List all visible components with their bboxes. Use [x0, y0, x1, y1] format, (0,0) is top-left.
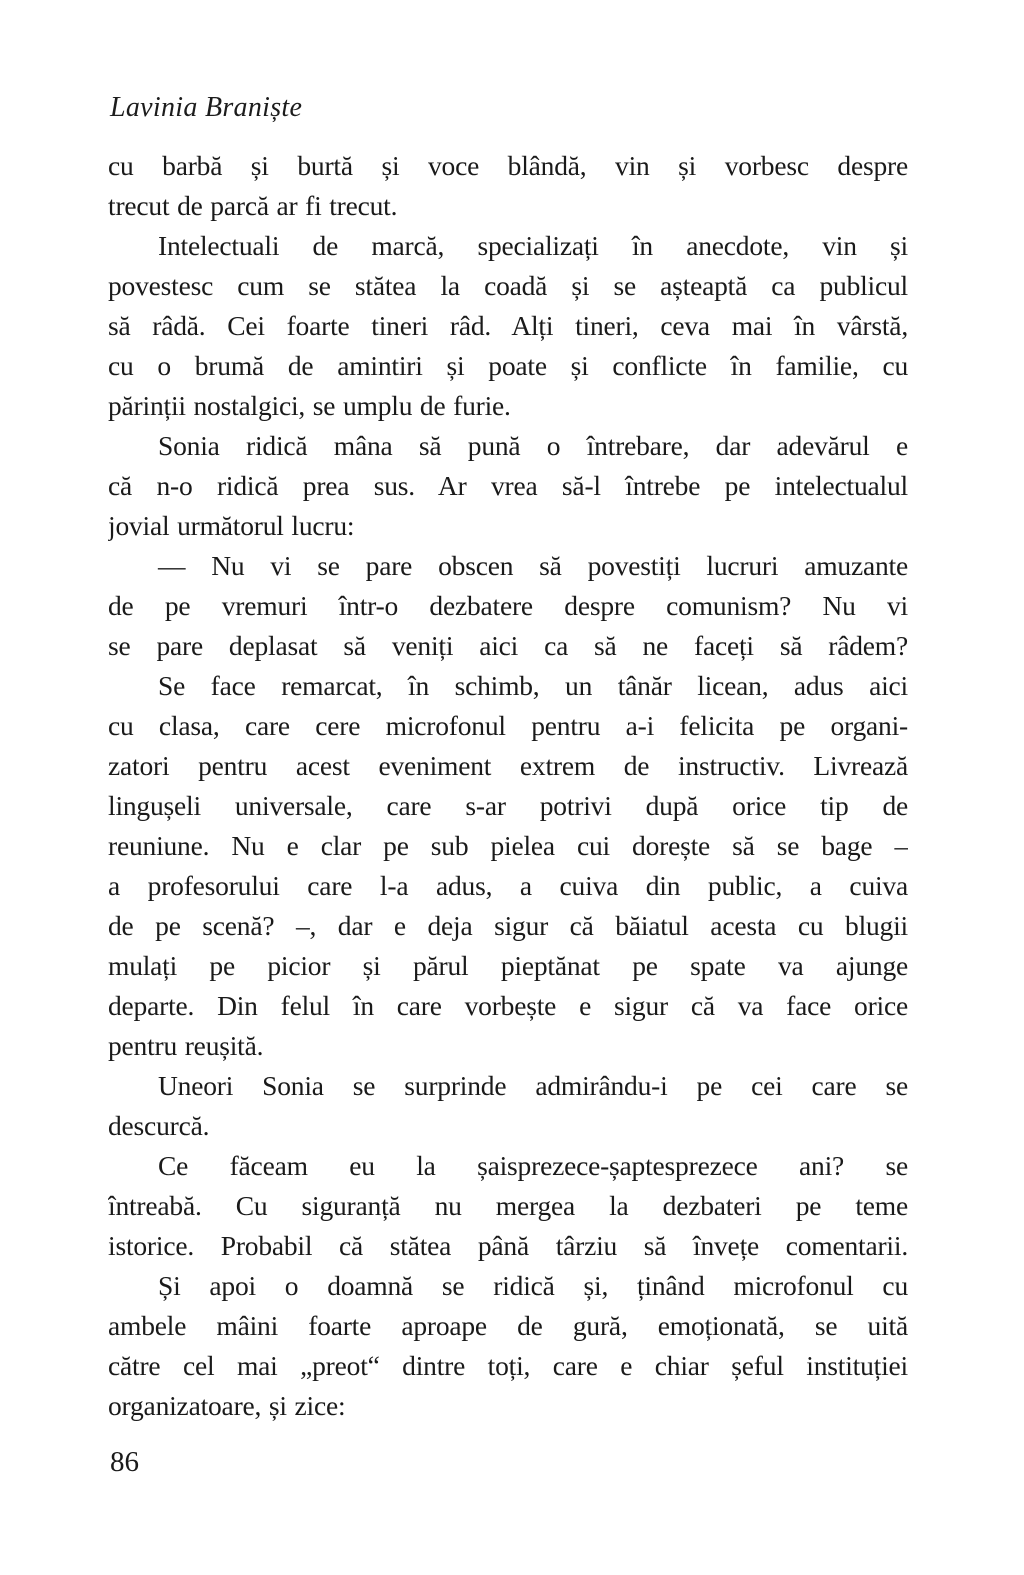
- text-line: mulați pe picior și părul pieptănat pe spate va ajunge: [108, 950, 908, 981]
- text-line: să râdă. Cei foarte tineri râd. Alți tineri, ceva mai în vârstă,: [108, 310, 908, 341]
- text-line: — Nu vi se pare obscen să povestiți lucruri amuzante: [158, 550, 908, 581]
- text-line: Intelectuali de marcă, specializați în anecdote, vin și: [158, 230, 908, 261]
- text-line: cu barbă și burtă și voce blândă, vin și vorbesc despre: [108, 150, 908, 181]
- text-line: Ce făceam eu la șaisprezece-șaptesprezece ani? se: [158, 1150, 908, 1181]
- text-line: a profesorului care l-a adus, a cuiva din public, a cuiva: [108, 870, 908, 901]
- page-body-text: [108, 146, 908, 1426]
- paragraph: [108, 1146, 908, 1266]
- text-line: Sonia ridică mâna să pună o întrebare, dar adevărul e: [158, 430, 908, 461]
- paragraph: [108, 146, 908, 226]
- text-line: trecut de parcă ar fi trecut.: [108, 190, 398, 221]
- text-line: de pe vremuri într-o dezbatere despre comunism? Nu vi: [108, 590, 908, 621]
- text-line: Și apoi o doamnă se ridică și, ținând microfonul cu: [158, 1270, 908, 1301]
- page-number: 86: [110, 1446, 139, 1478]
- text-line: de pe scenă? –, dar e deja sigur că băiatul acesta cu blugii: [108, 910, 908, 941]
- paragraph: [108, 426, 908, 546]
- paragraph: [108, 226, 908, 426]
- text-line: departe. Din felul în care vorbește e sigur că va face orice: [108, 990, 908, 1021]
- text-line: reuniune. Nu e clar pe sub pielea cui dorește să se bage –: [108, 830, 908, 861]
- text-line: se pare deplasat să veniți aici ca să ne faceți să râdem?: [108, 630, 908, 661]
- text-line: zatori pentru acest eveniment extrem de instructiv. Livrează: [108, 750, 908, 781]
- paragraph: [108, 546, 908, 666]
- text-line: povestesc cum se stătea la coadă și se așteaptă ca publicul: [108, 270, 908, 301]
- paragraph: [108, 666, 908, 1066]
- text-line: pentru reușită.: [108, 1030, 264, 1061]
- text-line: Se face remarcat, în schimb, un tânăr licean, adus aici: [158, 670, 908, 701]
- text-line: cu clasa, care cere microfonul pentru a-i felicita pe organi-: [108, 710, 908, 741]
- text-line: părinții nostalgici, se umplu de furie.: [108, 390, 511, 421]
- text-line: că n-o ridică prea sus. Ar vrea să-l întrebe pe intelectualul: [108, 470, 908, 501]
- paragraph: [108, 1266, 908, 1426]
- text-line: istorice. Probabil că stătea până târziu să învețe comentarii.: [108, 1230, 908, 1261]
- text-line: descurcă.: [108, 1110, 210, 1141]
- text-line: ambele mâini foarte aproape de gură, emoționată, se uită: [108, 1310, 908, 1341]
- text-line: jovial următorul lucru:: [108, 510, 355, 541]
- paragraph: [108, 1066, 908, 1146]
- text-line: cu o brumă de amintiri și poate și conflicte în familie, cu: [108, 350, 908, 381]
- running-header-author: Lavinia Braniște: [110, 92, 303, 123]
- text-line: către cel mai „preot“ dintre toți, care e chiar șeful instituției: [108, 1350, 908, 1381]
- text-line: Uneori Sonia se surprinde admirându-i pe cei care se: [158, 1070, 908, 1101]
- text-line: întreabă. Cu siguranță nu mergea la dezbateri pe teme: [108, 1190, 908, 1221]
- text-line: lingușeli universale, care s-ar potrivi după orice tip de: [108, 790, 908, 821]
- text-line: organizatoare, și zice:: [108, 1390, 346, 1421]
